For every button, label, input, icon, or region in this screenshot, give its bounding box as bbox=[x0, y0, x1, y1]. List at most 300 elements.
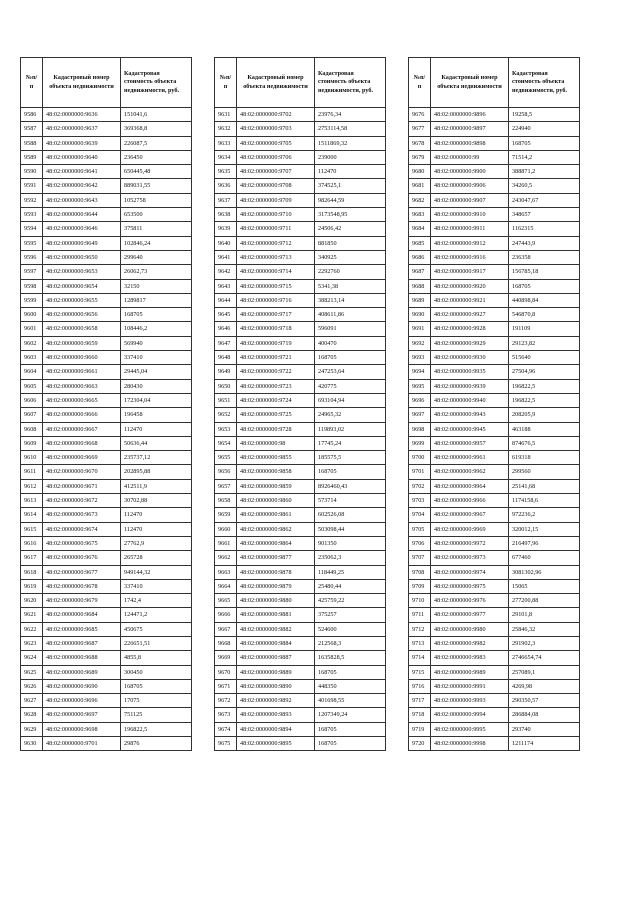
cell-cadastral-value: 156785,18 bbox=[509, 265, 580, 279]
table-header-row bbox=[409, 58, 580, 108]
cell-cadastral-value: 463188 bbox=[509, 422, 580, 436]
cell-cadastral-value: 2746654,74 bbox=[509, 651, 580, 665]
cell-cadastral-number: 48:02:0000000:9939 bbox=[431, 379, 509, 393]
cell-cadastral-number: 48:02:0000000:9702 bbox=[237, 108, 315, 122]
cell-cadastral-value: 216497,96 bbox=[509, 536, 580, 550]
cell-cadastral-value: 388213,14 bbox=[315, 293, 386, 307]
table-row bbox=[215, 465, 386, 479]
cell-number: 9657 bbox=[215, 479, 237, 493]
cell-cadastral-number: 48:02:0000000:9977 bbox=[431, 608, 509, 622]
cell-cadastral-value: 602526,08 bbox=[315, 508, 386, 522]
table-row bbox=[21, 451, 192, 465]
cell-cadastral-number: 48:02:0000000:9684 bbox=[43, 608, 121, 622]
cell-cadastral-number: 48:02:0000000:9920 bbox=[431, 279, 509, 293]
cell-cadastral-number: 48:02:0000000:9945 bbox=[431, 422, 509, 436]
table-row bbox=[215, 665, 386, 679]
cell-cadastral-value: 751125 bbox=[121, 708, 192, 722]
cell-cadastral-number: 48:02:0000000:9910 bbox=[431, 208, 509, 222]
table-row bbox=[215, 379, 386, 393]
cell-cadastral-number: 48:02:0000000:9900 bbox=[431, 165, 509, 179]
cell-number: 9645 bbox=[215, 308, 237, 322]
cell-number: 9674 bbox=[215, 722, 237, 736]
cell-cadastral-number: 48:02:0000000:9897 bbox=[431, 122, 509, 136]
cell-number: 9719 bbox=[409, 722, 431, 736]
cell-cadastral-value: 1211174 bbox=[509, 737, 580, 751]
cell-cadastral-number: 48:02:0000000:9998 bbox=[431, 737, 509, 751]
cell-cadastral-number: 48:02:0000000:9921 bbox=[431, 293, 509, 307]
cell-number: 9660 bbox=[215, 522, 237, 536]
cell-cadastral-number: 48:02:0000000:9877 bbox=[237, 551, 315, 565]
cell-cadastral-value: 168705 bbox=[121, 679, 192, 693]
table-row bbox=[215, 494, 386, 508]
cell-cadastral-number: 48:02:0000000:9715 bbox=[237, 279, 315, 293]
cell-number: 9622 bbox=[21, 622, 43, 636]
cell-cadastral-number: 48:02:0000000:9656 bbox=[43, 308, 121, 322]
cell-cadastral-value: 29876 bbox=[121, 737, 192, 751]
cell-cadastral-value: 291902,3 bbox=[509, 636, 580, 650]
table-row bbox=[215, 551, 386, 565]
cell-number: 9666 bbox=[215, 608, 237, 622]
cell-number: 9695 bbox=[409, 379, 431, 393]
cell-number: 9597 bbox=[21, 265, 43, 279]
table-row bbox=[21, 208, 192, 222]
cell-cadastral-number: 48:02:0000000:9659 bbox=[43, 336, 121, 350]
cell-cadastral-value: 693104,94 bbox=[315, 393, 386, 407]
cell-cadastral-value: 369368,8 bbox=[121, 122, 192, 136]
cell-number: 9652 bbox=[215, 408, 237, 422]
cell-cadastral-value: 448350 bbox=[315, 679, 386, 693]
table-row bbox=[215, 236, 386, 250]
cell-number: 9605 bbox=[21, 379, 43, 393]
cell-number: 9595 bbox=[21, 236, 43, 250]
cell-cadastral-value: 337410 bbox=[121, 579, 192, 593]
cell-cadastral-number: 48:02:0000000:9707 bbox=[237, 165, 315, 179]
cell-number: 9696 bbox=[409, 393, 431, 407]
cell-number: 9718 bbox=[409, 708, 431, 722]
cell-number: 9700 bbox=[409, 451, 431, 465]
cell-cadastral-value: 24506,42 bbox=[315, 222, 386, 236]
table-row bbox=[215, 308, 386, 322]
table-row bbox=[21, 622, 192, 636]
table-row bbox=[409, 508, 580, 522]
table-row bbox=[215, 694, 386, 708]
header-number: №п/п bbox=[215, 58, 237, 108]
cell-number: 9633 bbox=[215, 136, 237, 150]
cell-cadastral-value: 1207349,24 bbox=[315, 708, 386, 722]
table-row bbox=[215, 651, 386, 665]
cell-number: 9707 bbox=[409, 551, 431, 565]
table-row bbox=[21, 708, 192, 722]
table-row bbox=[215, 408, 386, 422]
table-row bbox=[409, 193, 580, 207]
table-row bbox=[21, 608, 192, 622]
cell-cadastral-value: 300450 bbox=[121, 665, 192, 679]
table-row bbox=[409, 479, 580, 493]
cell-cadastral-number: 48:02:0000000:9721 bbox=[237, 351, 315, 365]
cell-cadastral-number: 48:02:0000000:9993 bbox=[431, 694, 509, 708]
cell-cadastral-value: 235062,3 bbox=[315, 551, 386, 565]
cell-cadastral-value: 503098,44 bbox=[315, 522, 386, 536]
cell-cadastral-value: 17745,24 bbox=[315, 436, 386, 450]
cell-cadastral-number: 48:02:0000000:9911 bbox=[431, 222, 509, 236]
table-row bbox=[215, 293, 386, 307]
cell-cadastral-value: 24965,32 bbox=[315, 408, 386, 422]
cell-cadastral-number: 48:02:0000000:9889 bbox=[237, 665, 315, 679]
cell-cadastral-value: 15065 bbox=[509, 579, 580, 593]
cell-number: 9699 bbox=[409, 436, 431, 450]
cell-cadastral-number: 48:02:0000000:9697 bbox=[43, 708, 121, 722]
cell-cadastral-value: 168705 bbox=[315, 665, 386, 679]
table-row bbox=[21, 193, 192, 207]
cell-cadastral-number: 48:02:0000000:9672 bbox=[43, 494, 121, 508]
cell-cadastral-number: 48:02:0000000:9916 bbox=[431, 250, 509, 264]
cell-cadastral-number: 48:02:0000000:9703 bbox=[237, 122, 315, 136]
table-row bbox=[21, 179, 192, 193]
table-row bbox=[21, 479, 192, 493]
cell-cadastral-value: 17075 bbox=[121, 694, 192, 708]
cell-number: 9676 bbox=[409, 108, 431, 122]
table-row bbox=[21, 722, 192, 736]
cell-cadastral-number: 48:02:0000000:9895 bbox=[237, 737, 315, 751]
cell-cadastral-value: 102846,24 bbox=[121, 236, 192, 250]
cell-number: 9620 bbox=[21, 594, 43, 608]
cell-cadastral-value: 71514,2 bbox=[509, 150, 580, 164]
cell-number: 9607 bbox=[21, 408, 43, 422]
cell-cadastral-value: 112470 bbox=[315, 165, 386, 179]
cell-cadastral-number: 48:02:0000000:9879 bbox=[237, 579, 315, 593]
cell-cadastral-number: 48:02:0000000:9928 bbox=[431, 322, 509, 336]
cell-number: 9665 bbox=[215, 594, 237, 608]
cell-number: 9647 bbox=[215, 336, 237, 350]
cell-cadastral-number: 48:02:0000000:9861 bbox=[237, 508, 315, 522]
table-row bbox=[21, 393, 192, 407]
cell-number: 9591 bbox=[21, 179, 43, 193]
table-row bbox=[215, 451, 386, 465]
cell-number: 9702 bbox=[409, 479, 431, 493]
table-row bbox=[409, 279, 580, 293]
cell-cadastral-value: 374525,1 bbox=[315, 179, 386, 193]
table-row bbox=[215, 679, 386, 693]
table-row bbox=[409, 322, 580, 336]
cell-cadastral-number: 48:02:0000000:9855 bbox=[237, 451, 315, 465]
cell-number: 9701 bbox=[409, 465, 431, 479]
table-row bbox=[21, 508, 192, 522]
cell-number: 9679 bbox=[409, 150, 431, 164]
cell-cadastral-value: 196822,5 bbox=[509, 393, 580, 407]
cell-cadastral-number: 48:02:0000000:9711 bbox=[237, 222, 315, 236]
cadastral-table bbox=[408, 57, 580, 751]
cell-cadastral-value: 23976,34 bbox=[315, 108, 386, 122]
cell-cadastral-value: 348657 bbox=[509, 208, 580, 222]
cell-cadastral-number: 48:02:0000000:9644 bbox=[43, 208, 121, 222]
cell-number: 9712 bbox=[409, 622, 431, 636]
cell-cadastral-number: 48:02:0000000:99 bbox=[431, 150, 509, 164]
cell-cadastral-number: 48:02:0000000:9690 bbox=[43, 679, 121, 693]
cell-number: 9689 bbox=[409, 293, 431, 307]
header-cadastral-value: Кадастровая стоимость объекта недвижимости, руб. bbox=[121, 58, 192, 108]
cell-cadastral-value: 119893,02 bbox=[315, 422, 386, 436]
cell-number: 9711 bbox=[409, 608, 431, 622]
cell-cadastral-value: 191109 bbox=[509, 322, 580, 336]
cell-number: 9670 bbox=[215, 665, 237, 679]
table-row bbox=[215, 636, 386, 650]
cadastral-table bbox=[20, 57, 192, 751]
cell-cadastral-number: 48:02:0000000:9898 bbox=[431, 136, 509, 150]
cell-cadastral-number: 48:02:0000000:9710 bbox=[237, 208, 315, 222]
cell-cadastral-value: 247443,9 bbox=[509, 236, 580, 250]
table-row bbox=[215, 193, 386, 207]
cell-number: 9675 bbox=[215, 737, 237, 751]
table-row bbox=[21, 150, 192, 164]
cell-cadastral-number: 48:02:0000000:9917 bbox=[431, 265, 509, 279]
cell-number: 9668 bbox=[215, 636, 237, 650]
cell-number: 9602 bbox=[21, 336, 43, 350]
cell-cadastral-number: 48:02:0000000:9698 bbox=[43, 722, 121, 736]
cell-number: 9715 bbox=[409, 665, 431, 679]
cell-number: 9621 bbox=[21, 608, 43, 622]
header-cadastral-value: Кадастровая стоимость объекта недвижимости, руб. bbox=[509, 58, 580, 108]
cell-number: 9630 bbox=[21, 737, 43, 751]
cell-cadastral-value: 239000 bbox=[315, 150, 386, 164]
cell-cadastral-number: 48:02:0000000:9967 bbox=[431, 508, 509, 522]
table-row bbox=[215, 336, 386, 350]
cell-cadastral-value: 1742,4 bbox=[121, 594, 192, 608]
table-row bbox=[21, 279, 192, 293]
table-row bbox=[409, 494, 580, 508]
cell-number: 9615 bbox=[21, 522, 43, 536]
cell-cadastral-number: 48:02:0000000:9880 bbox=[237, 594, 315, 608]
table-row bbox=[409, 351, 580, 365]
cell-cadastral-value: 118449,25 bbox=[315, 565, 386, 579]
cell-number: 9617 bbox=[21, 551, 43, 565]
cell-cadastral-number: 48:02:0000000:9650 bbox=[43, 250, 121, 264]
cell-cadastral-number: 48:02:0000000:9864 bbox=[237, 536, 315, 550]
table-row bbox=[215, 279, 386, 293]
cell-number: 9627 bbox=[21, 694, 43, 708]
cell-cadastral-number: 48:02:0000000:9884 bbox=[237, 636, 315, 650]
cell-number: 9640 bbox=[215, 236, 237, 250]
cell-cadastral-number: 48:02:0000000:9642 bbox=[43, 179, 121, 193]
table-row bbox=[21, 494, 192, 508]
cell-number: 9673 bbox=[215, 708, 237, 722]
table-row bbox=[409, 108, 580, 122]
cell-cadastral-value: 573714 bbox=[315, 494, 386, 508]
header-cadastral-number: Кадастровый номер объекта недвижимости bbox=[43, 58, 121, 108]
cell-cadastral-value: 168705 bbox=[315, 351, 386, 365]
cell-cadastral-value: 224940 bbox=[509, 122, 580, 136]
cell-cadastral-value: 1511869,32 bbox=[315, 136, 386, 150]
table-row bbox=[215, 393, 386, 407]
header-number: №п/п bbox=[21, 58, 43, 108]
cell-cadastral-number: 48:02:0000000:9982 bbox=[431, 636, 509, 650]
cell-number: 9600 bbox=[21, 308, 43, 322]
cell-cadastral-value: 5341,38 bbox=[315, 279, 386, 293]
cell-cadastral-value: 25846,32 bbox=[509, 622, 580, 636]
cell-cadastral-value: 425759,22 bbox=[315, 594, 386, 608]
cell-cadastral-value: 196458 bbox=[121, 408, 192, 422]
cell-cadastral-number: 48:02:0000000:9712 bbox=[237, 236, 315, 250]
cell-cadastral-value: 524600 bbox=[315, 622, 386, 636]
cell-cadastral-number: 48:02:0000000:9927 bbox=[431, 308, 509, 322]
cell-number: 9648 bbox=[215, 351, 237, 365]
cell-cadastral-number: 48:02:0000000:9929 bbox=[431, 336, 509, 350]
table-row bbox=[409, 694, 580, 708]
cell-cadastral-value: 375811 bbox=[121, 222, 192, 236]
cell-cadastral-value: 874676,5 bbox=[509, 436, 580, 450]
cell-cadastral-number: 48:02:0000000:9719 bbox=[237, 336, 315, 350]
cell-cadastral-number: 48:02:0000000:9639 bbox=[43, 136, 121, 150]
cell-number: 9629 bbox=[21, 722, 43, 736]
cell-number: 9692 bbox=[409, 336, 431, 350]
cell-cadastral-value: 949144,32 bbox=[121, 565, 192, 579]
table-row bbox=[21, 536, 192, 550]
cell-cadastral-value: 124471,2 bbox=[121, 608, 192, 622]
table-row bbox=[409, 451, 580, 465]
table-row bbox=[215, 479, 386, 493]
table-row bbox=[21, 293, 192, 307]
table-row bbox=[215, 179, 386, 193]
cell-cadastral-number: 48:02:0000000:9859 bbox=[237, 479, 315, 493]
table-row bbox=[215, 436, 386, 450]
cell-number: 9625 bbox=[21, 665, 43, 679]
table-row bbox=[215, 136, 386, 150]
cell-number: 9642 bbox=[215, 265, 237, 279]
cell-number: 9663 bbox=[215, 565, 237, 579]
cell-cadastral-value: 290350,57 bbox=[509, 694, 580, 708]
cell-cadastral-value: 168705 bbox=[509, 279, 580, 293]
cell-cadastral-number: 48:02:0000000:9660 bbox=[43, 351, 121, 365]
cell-cadastral-number: 48:02:0000000:9668 bbox=[43, 436, 121, 450]
table-row bbox=[21, 322, 192, 336]
table-row bbox=[409, 179, 580, 193]
table-row bbox=[215, 579, 386, 593]
table-row bbox=[409, 365, 580, 379]
table-row bbox=[215, 608, 386, 622]
cell-cadastral-value: 30702,88 bbox=[121, 494, 192, 508]
cell-cadastral-number: 48:02:0000000:9641 bbox=[43, 165, 121, 179]
cell-cadastral-value: 440898,84 bbox=[509, 293, 580, 307]
cell-cadastral-value: 1174158,6 bbox=[509, 494, 580, 508]
table-row bbox=[21, 422, 192, 436]
cell-cadastral-value: 889031,55 bbox=[121, 179, 192, 193]
cell-cadastral-number: 48:02:0000000:9725 bbox=[237, 408, 315, 422]
table-row bbox=[409, 565, 580, 579]
table-row bbox=[215, 265, 386, 279]
table-row bbox=[21, 265, 192, 279]
cell-cadastral-value: 420775 bbox=[315, 379, 386, 393]
table-row bbox=[215, 594, 386, 608]
table-row bbox=[409, 679, 580, 693]
cell-cadastral-value: 208205,9 bbox=[509, 408, 580, 422]
cell-cadastral-number: 48:02:0000000:9935 bbox=[431, 365, 509, 379]
cell-number: 9655 bbox=[215, 451, 237, 465]
cadastral-table bbox=[214, 57, 386, 751]
cell-cadastral-value: 196822,5 bbox=[121, 722, 192, 736]
cell-number: 9651 bbox=[215, 393, 237, 407]
cell-cadastral-number: 48:02:0000000:9673 bbox=[43, 508, 121, 522]
table-row bbox=[21, 436, 192, 450]
cell-cadastral-value: 226651,51 bbox=[121, 636, 192, 650]
table-header-row bbox=[215, 58, 386, 108]
cell-number: 9685 bbox=[409, 236, 431, 250]
cell-number: 9672 bbox=[215, 694, 237, 708]
table-row bbox=[21, 308, 192, 322]
cell-cadastral-value: 3081302,96 bbox=[509, 565, 580, 579]
cell-cadastral-number: 48:02:0000000:9696 bbox=[43, 694, 121, 708]
cell-cadastral-number: 48:02:0000000:9636 bbox=[43, 108, 121, 122]
cell-cadastral-number: 48:02:0000000:9930 bbox=[431, 351, 509, 365]
cadastral-table-2 bbox=[214, 57, 386, 751]
cell-cadastral-value: 235737,12 bbox=[121, 451, 192, 465]
table-row bbox=[409, 136, 580, 150]
cell-cadastral-number: 48:02:0000000:9671 bbox=[43, 479, 121, 493]
table-row bbox=[409, 408, 580, 422]
table-body bbox=[21, 108, 192, 751]
cell-cadastral-value: 25480,44 bbox=[315, 579, 386, 593]
cell-number: 9650 bbox=[215, 379, 237, 393]
cell-cadastral-number: 48:02:0000000:9678 bbox=[43, 579, 121, 593]
cell-cadastral-number: 48:02:0000000:9989 bbox=[431, 665, 509, 679]
cell-cadastral-value: 340925 bbox=[315, 250, 386, 264]
table-row bbox=[409, 708, 580, 722]
table-row bbox=[409, 665, 580, 679]
cell-cadastral-number: 48:02:0000000:9661 bbox=[43, 365, 121, 379]
table-row bbox=[215, 122, 386, 136]
cell-cadastral-value: 1635828,5 bbox=[315, 651, 386, 665]
cell-cadastral-value: 151041,6 bbox=[121, 108, 192, 122]
cell-cadastral-number: 48:02:0000000:9728 bbox=[237, 422, 315, 436]
cell-number: 9693 bbox=[409, 351, 431, 365]
cell-cadastral-value: 202895,88 bbox=[121, 465, 192, 479]
cell-cadastral-number: 48:02:0000000:9654 bbox=[43, 279, 121, 293]
cell-number: 9662 bbox=[215, 551, 237, 565]
table-row bbox=[409, 265, 580, 279]
cell-cadastral-number: 48:02:0000000:9701 bbox=[43, 737, 121, 751]
cell-number: 9681 bbox=[409, 179, 431, 193]
cell-number: 9644 bbox=[215, 293, 237, 307]
cell-number: 9637 bbox=[215, 193, 237, 207]
cell-cadastral-number: 48:02:0000000:9667 bbox=[43, 422, 121, 436]
cell-cadastral-value: 8926460,43 bbox=[315, 479, 386, 493]
cell-cadastral-value: 337410 bbox=[121, 351, 192, 365]
cell-cadastral-number: 48:02:0000000:9962 bbox=[431, 465, 509, 479]
cell-cadastral-value: 243047,67 bbox=[509, 193, 580, 207]
cell-number: 9658 bbox=[215, 494, 237, 508]
cell-cadastral-value: 168705 bbox=[121, 308, 192, 322]
cell-cadastral-value: 388871,2 bbox=[509, 165, 580, 179]
cell-cadastral-value: 29445,04 bbox=[121, 365, 192, 379]
cell-cadastral-value: 2753114,58 bbox=[315, 122, 386, 136]
cell-cadastral-value: 515640 bbox=[509, 351, 580, 365]
cell-cadastral-number: 48:02:0000000:9961 bbox=[431, 451, 509, 465]
cell-number: 9624 bbox=[21, 651, 43, 665]
table-row bbox=[409, 165, 580, 179]
table-row bbox=[409, 651, 580, 665]
table-row bbox=[409, 594, 580, 608]
cell-number: 9612 bbox=[21, 479, 43, 493]
cell-number: 9601 bbox=[21, 322, 43, 336]
cell-cadastral-value: 27504,96 bbox=[509, 365, 580, 379]
table-row bbox=[409, 222, 580, 236]
cell-number: 9714 bbox=[409, 651, 431, 665]
cell-number: 9710 bbox=[409, 594, 431, 608]
cell-cadastral-value: 401698,55 bbox=[315, 694, 386, 708]
cell-number: 9664 bbox=[215, 579, 237, 593]
cell-number: 9606 bbox=[21, 393, 43, 407]
cell-cadastral-value: 27762,9 bbox=[121, 536, 192, 550]
cell-cadastral-number: 48:02:0000000:9653 bbox=[43, 265, 121, 279]
table-row bbox=[409, 622, 580, 636]
